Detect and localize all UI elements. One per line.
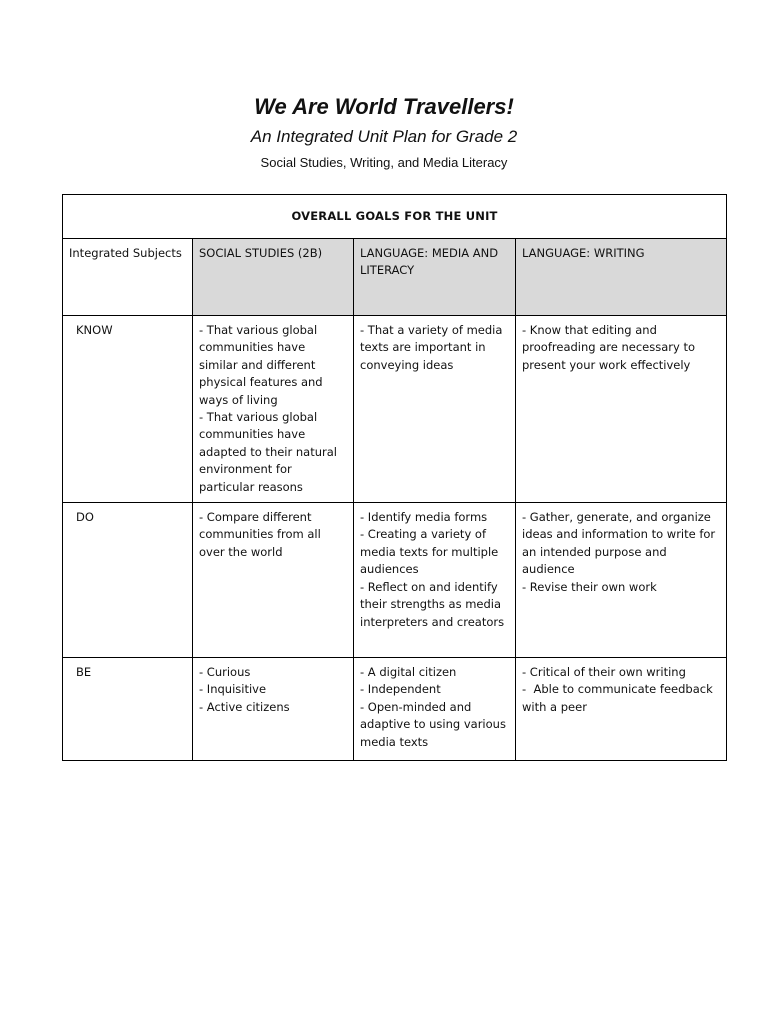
cell-line: - Compare different communities from all over the world [199,510,325,559]
table-row-be [63,658,727,761]
cell-line: - Active citizens [199,699,290,714]
column-header-writing: LANGUAGE: WRITING [516,239,727,316]
row-label-know: KNOW [63,316,193,503]
caption-row [63,195,727,239]
row-label-do: DO [63,503,193,658]
cell-line: - That various global communities have similar and different physical features and ways of living [199,323,327,407]
table-caption: OVERALL GOALS FOR THE UNIT [63,195,727,239]
cell-be-writing [516,658,727,761]
cell-line: - That various global communities have adapted to their natural environment for particular reasons [199,410,341,494]
cell-line: - Independent [360,682,441,697]
cell-do-media-literacy [354,503,516,658]
header-row [63,239,727,316]
row-label-be: BE [63,658,193,761]
cell-line: - Open-minded and adaptive to using various media texts [360,699,510,749]
goals-table [62,194,727,761]
cell-line: - Reflect on and identify their strengths as media interpreters and creators [360,579,505,629]
document-header [0,92,768,172]
cell-be-social-studies [193,658,354,761]
cell-do-writing [516,503,727,658]
cell-line: - Gather, generate, and organize ideas and information to write for an intended purpose and audience [522,510,719,577]
cell-line: - Inquisitive [199,682,267,697]
cell-know-writing [516,316,727,503]
document-subtitle: An Integrated Unit Plan for Grade 2 [250,127,518,146]
corner-label: Integrated Subjects [63,239,193,316]
cell-line: - A digital citizen [360,665,457,680]
cell-line: - Able to communicate feedback with a peer [522,682,717,714]
table-row-know [63,316,727,503]
cell-line: - That a variety of media texts are important in conveying ideas [360,323,507,372]
cell-know-media-literacy [354,316,516,503]
cell-line: - Identify media forms [360,510,488,525]
cell-be-media-literacy [354,658,516,761]
subjects-line: Social Studies, Writing, and Media Literacy [260,155,508,170]
document-title: We Are World Travellers! [254,94,514,119]
cell-do-social-studies [193,503,354,658]
column-header-media-literacy: LANGUAGE: MEDIA AND LITERACY [354,239,516,316]
cell-line: - Know that editing and proofreading are necessary to present your work effectively [522,323,699,372]
column-header-social-studies: SOCIAL STUDIES (2B) [193,239,354,316]
cell-line: - Curious [199,665,251,680]
cell-know-social-studies [193,316,354,503]
table-row-do [63,503,727,658]
cell-line: - Revise their own work [522,579,657,594]
cell-line: - Creating a variety of media texts for multiple audiences [360,527,502,577]
cell-line: - Critical of their own writing [522,665,686,680]
